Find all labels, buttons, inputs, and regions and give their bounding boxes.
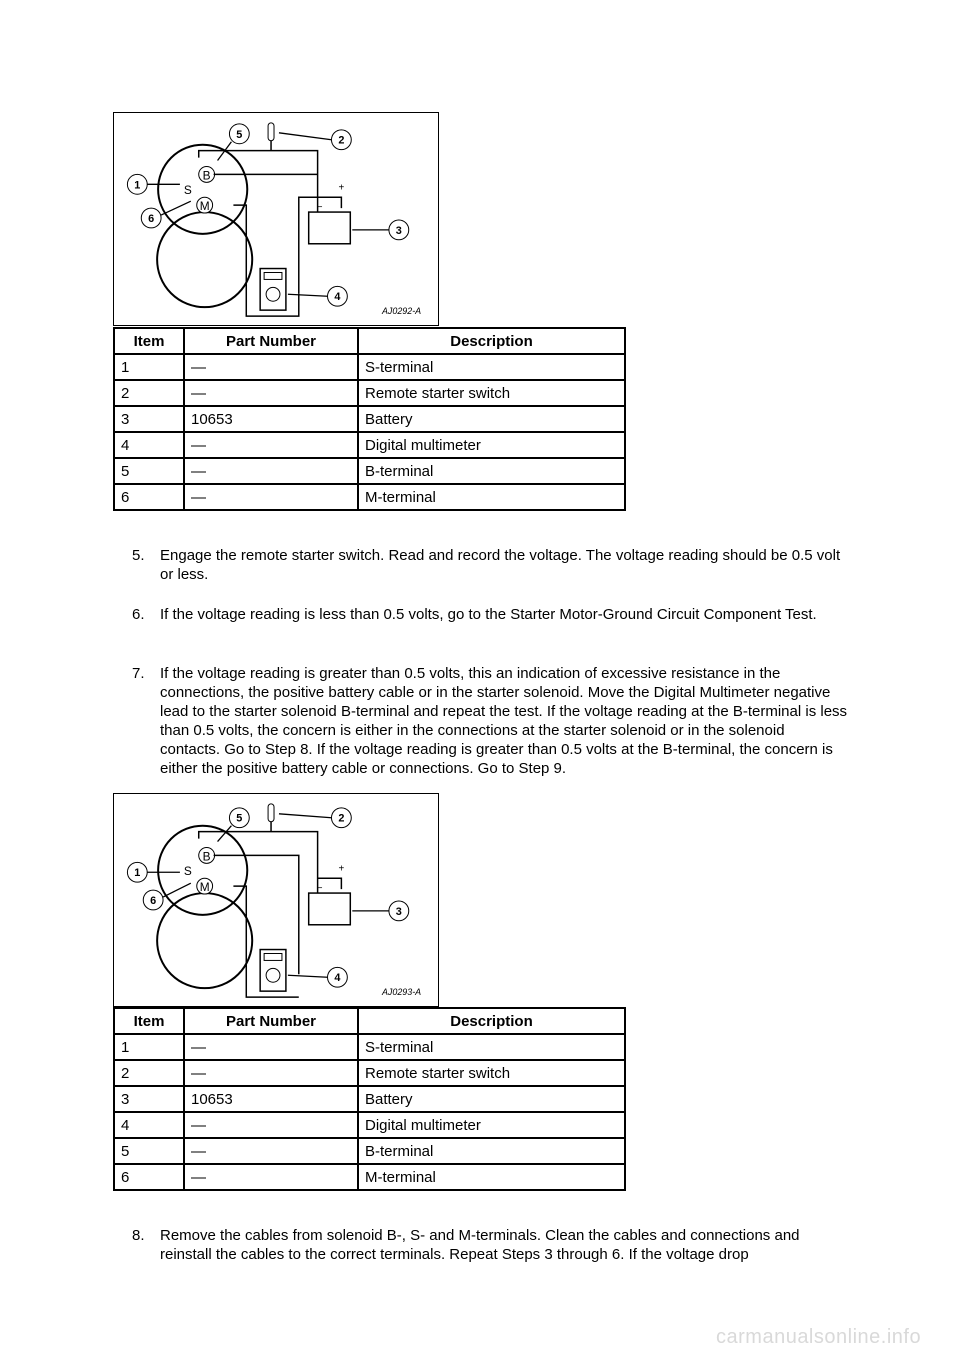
cell-item: 5 — [114, 1138, 184, 1164]
battery-pos-label: + — [338, 182, 345, 194]
b-terminal-label: B — [202, 849, 211, 864]
s-terminal-label: S — [183, 183, 192, 198]
table-row — [114, 1060, 625, 1086]
step-5 — [132, 546, 848, 584]
figure-1 — [113, 112, 439, 326]
col-item: Item — [114, 1008, 184, 1034]
remote-switch-icon — [268, 804, 274, 822]
cell-item: 3 — [114, 406, 184, 432]
cell-description: B-terminal — [358, 1138, 625, 1164]
parts-table-1 — [113, 327, 626, 511]
cell-item: 1 — [114, 1034, 184, 1060]
callout-4: 4 — [334, 291, 341, 304]
table-header-row — [114, 1008, 625, 1034]
step-6 — [132, 605, 848, 624]
starter-circuit-diagram-1 — [114, 113, 438, 325]
table-row — [114, 458, 625, 484]
step-text: Engage the remote starter switch. Read and record the voltage. The voltage reading should be 0.5 volt or less. — [160, 547, 841, 583]
watermark-footer[interactable]: carmanualsonline.info — [716, 1326, 922, 1348]
cell-description: M-terminal — [358, 1164, 625, 1190]
step-text: If the voltage reading is greater than 0.5 volts, this an indication of excessive resistance in the connections, the positive battery cable or in the starter solenoid. Move the Digital Multimeter negative lead to the starter solenoid B-terminal and repeat the test. If the voltage reading at the B-terminal is less than 0.5 volts, the concern is either in the connections at the starter solenoid or in the solenoid contacts. Go to Step 8. If the voltage reading is greater than 0.5 volts at the B-terminal, the concern is either the positive battery cable or connections. Go to Step 9. — [160, 665, 848, 777]
step-number: 7. — [132, 665, 145, 682]
cell-part-number: — — [184, 380, 358, 406]
cell-description: Remote starter switch — [358, 1060, 625, 1086]
callout-1: 1 — [134, 867, 141, 880]
step-text: Remove the cables from solenoid B-, S- and M-terminals. Clean the cables and connections and reinstall the cables to the correct terminals. Repeat Steps 3 through 6. If the voltage drop — [160, 1227, 800, 1263]
battery-neg-label: − — [316, 883, 323, 895]
col-item: Item — [114, 328, 184, 354]
cell-part-number: — — [184, 432, 358, 458]
cell-part-number: — — [184, 1112, 358, 1138]
col-description: Description — [358, 328, 625, 354]
cell-part-number: 10653 — [184, 406, 358, 432]
step-8 — [132, 1226, 848, 1264]
callout-6: 6 — [148, 212, 155, 225]
cell-part-number: — — [184, 1060, 358, 1086]
remote-switch-icon — [268, 123, 274, 141]
cell-part-number: — — [184, 458, 358, 484]
callout-2: 2 — [338, 812, 345, 825]
callout-3: 3 — [395, 224, 402, 237]
solenoid-circle — [158, 826, 247, 915]
table-row — [114, 1138, 625, 1164]
cell-description: S-terminal — [358, 1034, 625, 1060]
table-row — [114, 1086, 625, 1112]
cell-description: Remote starter switch — [358, 380, 625, 406]
m-terminal-label: M — [199, 880, 210, 895]
step-number: 5. — [132, 547, 145, 564]
callout-3: 3 — [395, 905, 402, 918]
figure-code: AJ0292-A — [382, 306, 422, 317]
cell-description: S-terminal — [358, 354, 625, 380]
cell-description: Battery — [358, 406, 625, 432]
parts-table-2 — [113, 1007, 626, 1191]
callout-6: 6 — [150, 894, 157, 907]
cell-item: 4 — [114, 432, 184, 458]
s-terminal-label: S — [183, 864, 192, 879]
callout-2: 2 — [338, 134, 345, 147]
callout-1: 1 — [134, 179, 141, 192]
cell-description: Digital multimeter — [358, 1112, 625, 1138]
cell-description: M-terminal — [358, 484, 625, 510]
cell-item: 6 — [114, 484, 184, 510]
cell-part-number: — — [184, 484, 358, 510]
cell-item: 2 — [114, 380, 184, 406]
table-header-row — [114, 328, 625, 354]
step-number: 8. — [132, 1227, 145, 1244]
cell-item: 2 — [114, 1060, 184, 1086]
battery-icon — [309, 893, 351, 925]
battery-icon — [309, 212, 351, 244]
cell-item: 5 — [114, 458, 184, 484]
b-terminal-label: B — [202, 168, 211, 183]
battery-neg-label: − — [316, 202, 323, 214]
cell-part-number: 10653 — [184, 1086, 358, 1112]
col-description: Description — [358, 1008, 625, 1034]
col-part-number: Part Number — [184, 328, 358, 354]
cell-part-number: — — [184, 1138, 358, 1164]
motor-circle — [157, 893, 252, 988]
table-row — [114, 484, 625, 510]
callout-5: 5 — [236, 128, 243, 141]
cell-item: 4 — [114, 1112, 184, 1138]
table-row — [114, 1034, 625, 1060]
step-text: If the voltage reading is less than 0.5 volts, go to the Starter Motor-Ground Circuit Component Test. — [160, 606, 817, 623]
figure-code: AJ0293-A — [382, 987, 422, 998]
table-row — [114, 1164, 625, 1190]
cell-part-number: — — [184, 1034, 358, 1060]
cell-description: Digital multimeter — [358, 432, 625, 458]
col-part-number: Part Number — [184, 1008, 358, 1034]
cell-description: B-terminal — [358, 458, 625, 484]
step-7 — [132, 664, 848, 778]
callout-5: 5 — [236, 812, 243, 825]
solenoid-circle — [158, 145, 247, 234]
cell-description: Battery — [358, 1086, 625, 1112]
battery-pos-label: + — [338, 863, 345, 875]
cell-part-number: — — [184, 1164, 358, 1190]
table-row — [114, 354, 625, 380]
starter-circuit-diagram-2 — [114, 794, 438, 1006]
table-row — [114, 380, 625, 406]
cell-part-number: — — [184, 354, 358, 380]
table-row — [114, 432, 625, 458]
table-row — [114, 1112, 625, 1138]
table-row — [114, 406, 625, 432]
figure-2 — [113, 793, 439, 1007]
step-number: 6. — [132, 606, 145, 623]
cell-item: 1 — [114, 354, 184, 380]
callout-4: 4 — [334, 972, 341, 985]
motor-circle — [157, 212, 252, 307]
cell-item: 6 — [114, 1164, 184, 1190]
cell-item: 3 — [114, 1086, 184, 1112]
m-terminal-label: M — [199, 199, 210, 214]
